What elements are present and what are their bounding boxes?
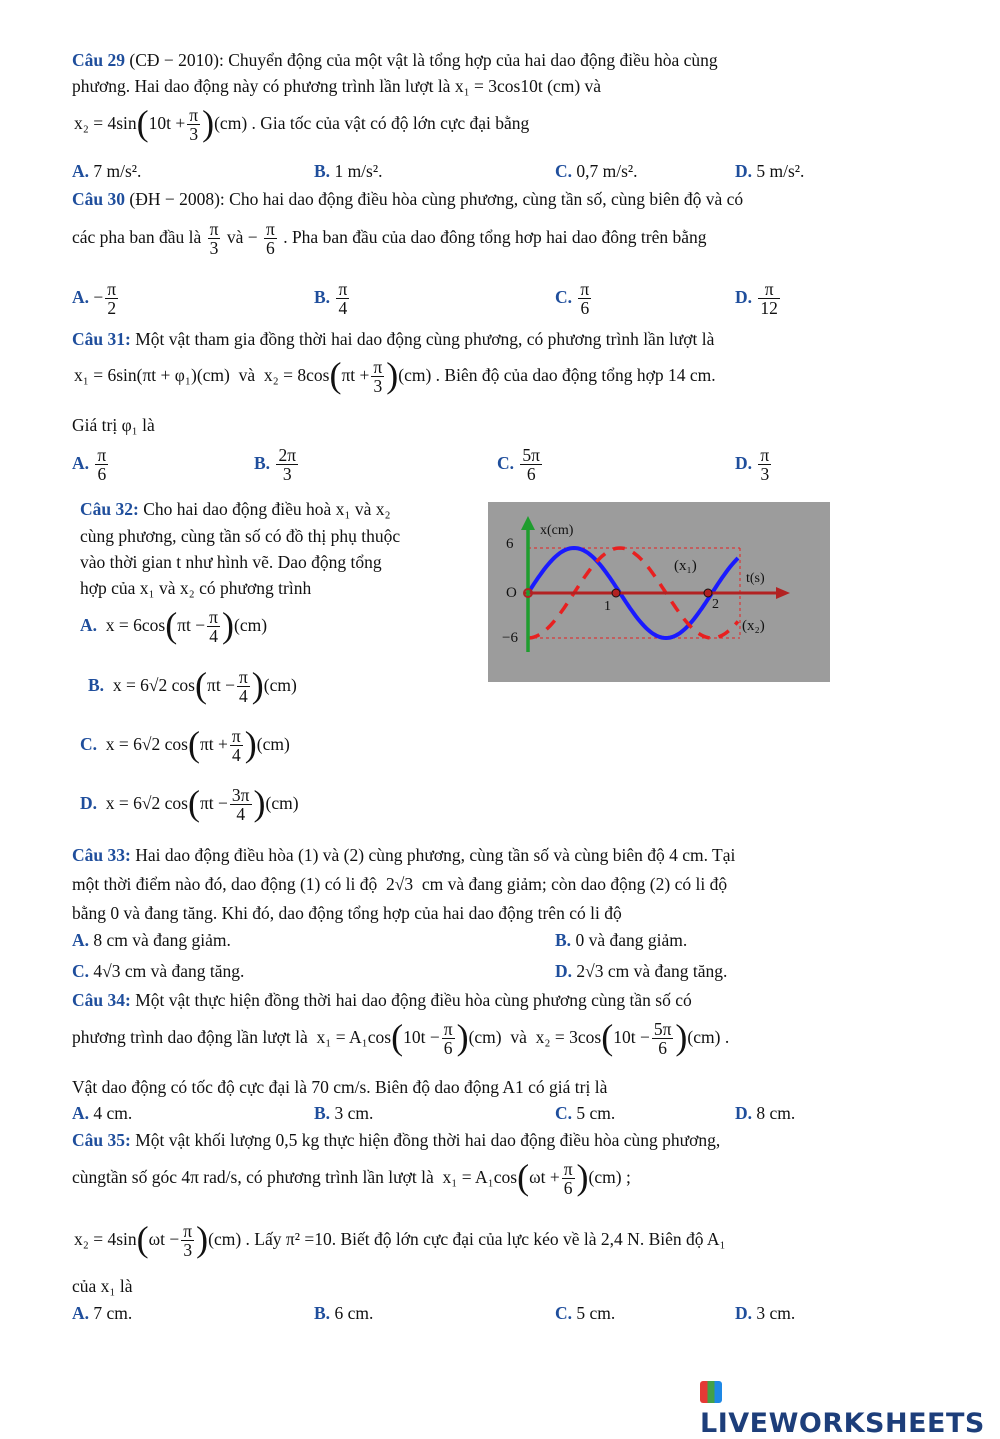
q34-line1: Câu 34: Một vật thực hiện đồng thời hai dao động điều hòa cùng phương cùng tần số có bbox=[72, 990, 692, 1010]
q32-option-a[interactable]: A. x = 6cos(πt − $\frac{\pi}{4}$ )(cm) bbox=[80, 604, 268, 647]
q32-line1: Câu 32: Cho hai dao động điều hoà x₁ và x₂ bbox=[80, 499, 391, 519]
q35-option-c[interactable]: C. 5 cm. bbox=[555, 1303, 616, 1323]
q31-line3: Giá trị φ₁ là bbox=[72, 415, 155, 435]
q33-option-c[interactable]: C. 4√3 cm và đang tăng. bbox=[72, 961, 245, 981]
t-axis-arrow bbox=[776, 587, 790, 599]
q30-option-c[interactable]: C. $\frac{\pi}{6}$ bbox=[555, 279, 590, 319]
q34-line3: Vật dao động có tốc độ cực đại là 70 cm/s. Biên độ dao động A1 có giá trị là bbox=[72, 1077, 608, 1097]
oscillation-graph-svg bbox=[488, 502, 830, 682]
t-axis-label: t(s) bbox=[746, 571, 765, 586]
tick-2-point bbox=[704, 589, 712, 597]
q30-option-a[interactable]: A. − $\frac{\pi}{2}$ bbox=[72, 279, 117, 319]
q32-line4: hợp của x₁ và x₂ có phương trình bbox=[80, 578, 312, 598]
q32-graph bbox=[488, 502, 830, 682]
q32-option-d[interactable]: D. x = 6√2 cos(πt − $\frac{3\pi}{4}$ )(cm) bbox=[80, 782, 299, 825]
q32-line2: cùng phương, cùng tần số có đồ thị phụ thuộc bbox=[80, 526, 401, 546]
q33-line3: bằng 0 và đang tăng. Khi đó, dao động tổng hợp của hai dao động trên có li độ bbox=[72, 903, 622, 923]
q35-label: Câu 35: bbox=[72, 1130, 131, 1150]
q30-option-b[interactable]: B. $\frac{\pi}{4}$ bbox=[314, 279, 348, 319]
series-x1-label: (x₁) bbox=[674, 558, 697, 574]
q33-line1: Câu 33: Hai dao động điều hòa (1) và (2) cùng phương, cùng tần số và cùng biên độ 4 cm. Tại bbox=[72, 845, 736, 865]
q31-label: Câu 31: bbox=[72, 329, 131, 349]
liveworksheets-logo: LIVEWORKSHEETS bbox=[700, 1377, 1000, 1439]
logo-icon bbox=[700, 1381, 722, 1403]
q31-line1: Câu 31: Một vật tham gia đồng thời hai dao động cùng phương, có phương trình lần lượt là bbox=[72, 329, 715, 349]
y-axis-arrow bbox=[521, 516, 535, 530]
q34-option-d[interactable]: D. 8 cm. bbox=[735, 1103, 796, 1123]
q32-line3: vào thời gian t như hình vẽ. Dao động tổng bbox=[80, 552, 382, 572]
tick-1-label: 1 bbox=[604, 599, 611, 614]
q30-line2: các pha ban đầu là $\frac{\pi}{3}$ và − $\frac{\pi}{6}$ . Pha ban đầu của dao đông tổng hơp hai dao đông trên bằng bbox=[72, 219, 707, 259]
origin-label: O bbox=[506, 585, 517, 601]
series-x2-label: (x₂) bbox=[742, 618, 765, 634]
tick-2-label: 2 bbox=[712, 597, 719, 612]
q29-option-d[interactable]: D. 5 m/s². bbox=[735, 161, 805, 181]
q34-option-c[interactable]: C. 5 cm. bbox=[555, 1103, 616, 1123]
q31-option-a[interactable]: A. $\frac{\pi}{6}$ bbox=[72, 445, 107, 485]
q35-line2: cùngtần số góc 4π rad/s, có phương trình lần lượt là x₁ = A₁cos(ωt + $\frac{\pi}{6}$ )(cm) ; bbox=[72, 1156, 631, 1199]
q35-line4: của x₁ là bbox=[72, 1276, 133, 1296]
q35-line1: Câu 35: Một vật khối lượng 0,5 kg thực hiện đồng thời hai dao động điều hòa cùng phương, bbox=[72, 1130, 721, 1150]
q31-option-d[interactable]: D. $\frac{\pi}{3}$ bbox=[735, 445, 770, 485]
q31-option-c[interactable]: C. $\frac{5\pi}{6}$ bbox=[497, 445, 540, 485]
q30-option-d[interactable]: D. $\frac{\pi}{12}$ bbox=[735, 279, 778, 319]
q34-label: Câu 34: bbox=[72, 990, 131, 1010]
q33-option-d[interactable]: D. 2√3 cm và đang tăng. bbox=[555, 961, 728, 981]
y-min-label: −6 bbox=[502, 630, 518, 646]
q33-label: Câu 33: bbox=[72, 845, 131, 865]
q29-option-a[interactable]: A. 7 m/s². bbox=[72, 161, 142, 181]
q32-option-c[interactable]: C. x = 6√2 cos(πt + $\frac{\pi}{4}$ )(cm) bbox=[80, 723, 290, 766]
q29-equation: x₂ = 4sin(10t + $\frac{\pi}{3}$ )(cm) . Gia tốc của vật có độ lớn cực đại bằng bbox=[74, 102, 530, 145]
q32-label: Câu 32: bbox=[80, 499, 139, 519]
q33-line2: một thời điểm nào đó, dao động (1) có li độ 2√3 cm và đang giảm; còn dao động (2) có li độ bbox=[72, 874, 728, 894]
q35-option-d[interactable]: D. 3 cm. bbox=[735, 1303, 796, 1323]
q29-label: Câu 29 bbox=[72, 50, 125, 70]
q33-option-a[interactable]: A. 8 cm và đang giảm. bbox=[72, 930, 231, 950]
tick-1-point bbox=[612, 589, 620, 597]
y-axis-label: x(cm) bbox=[540, 523, 574, 538]
q30-line1: Câu 30 (ĐH − 2008): Cho hai dao động điều hòa cùng phương, cùng tần số, cùng biên độ và có bbox=[72, 189, 744, 209]
q35-option-a[interactable]: A. 7 cm. bbox=[72, 1303, 133, 1323]
q34-equation: phương trình dao động lần lượt là x₁ = A₁cos(10t − $\frac{\pi}{6}$ )(cm) và x₂ = 3cos(10t − $\frac{5\pi}{6}$ )(cm) . bbox=[72, 1016, 730, 1059]
q29-line2: phương. Hai dao động này có phương trình lần lượt là x₁ = 3cos10t (cm) và bbox=[72, 76, 602, 96]
q35-option-b[interactable]: B. 6 cm. bbox=[314, 1303, 374, 1323]
q31-equation: x₁ = 6sin(πt + φ₁)(cm) và x₂ = 8cos(πt + $\frac{\pi}{3}$ )(cm) . Biên độ của dao động tổng hợp 14 cm. bbox=[74, 354, 716, 397]
q29-option-b[interactable]: B. 1 m/s². bbox=[314, 161, 383, 181]
q34-option-b[interactable]: B. 3 cm. bbox=[314, 1103, 374, 1123]
y-max-label: 6 bbox=[506, 536, 514, 552]
q35-line3: x₂ = 4sin(ωt − $\frac{\pi}{3}$ )(cm) . Lấy π² =10. Biết độ lớn cực đại của lực kéo về là 2,4 N. Biên độ A₁ bbox=[74, 1218, 726, 1261]
q29-option-c[interactable]: C. 0,7 m/s². bbox=[555, 161, 638, 181]
q29-line1: Câu 29 (CĐ − 2010): Chuyển động của một vật là tổng hợp của hai dao động điều hòa cùng bbox=[72, 50, 718, 70]
q34-option-a[interactable]: A. 4 cm. bbox=[72, 1103, 133, 1123]
q33-option-b[interactable]: B. 0 và đang giảm. bbox=[555, 930, 688, 950]
q32-option-b[interactable]: B. x = 6√2 cos(πt − $\frac{\pi}{4}$ )(cm) bbox=[88, 664, 297, 707]
fraction: $\frac{\pi}{3}$ bbox=[189, 105, 199, 145]
q31-option-b[interactable]: B. $\frac{2\pi}{3}$ bbox=[254, 445, 297, 485]
q30-label: Câu 30 bbox=[72, 189, 125, 209]
